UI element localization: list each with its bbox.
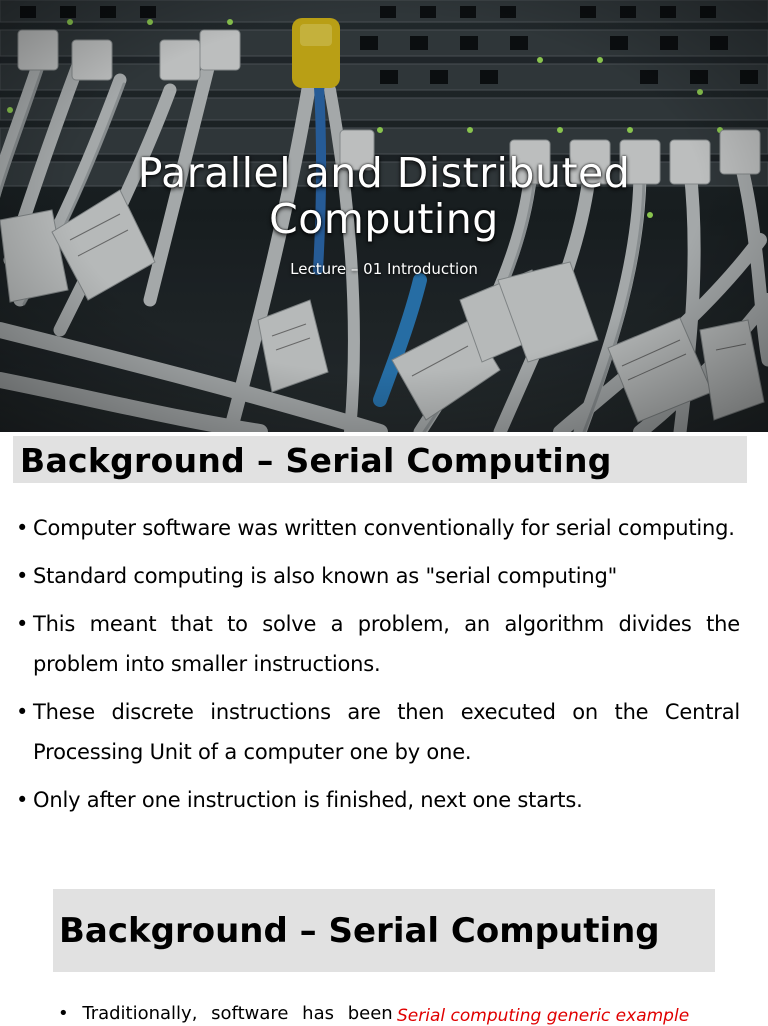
bullet-text: Computer software was written conventionally for serial computing. bbox=[33, 516, 735, 540]
slide-title-bar bbox=[53, 889, 715, 972]
serial-computing-slide-2 bbox=[0, 852, 768, 1024]
bullet-dot-icon: • bbox=[16, 788, 29, 812]
bullet-text: • Traditionally, software has been bbox=[58, 1003, 393, 1024]
serial-computing-slide bbox=[0, 432, 768, 852]
bullet-item bbox=[16, 692, 740, 772]
slide-title: Background – Serial Computing bbox=[20, 441, 612, 480]
bullet-dot-icon: • bbox=[16, 516, 29, 540]
bullet-text: Only after one instruction is finished, next one starts. bbox=[33, 788, 583, 812]
bullet-item bbox=[16, 780, 740, 820]
bullet-item bbox=[16, 556, 740, 596]
lecture-subtitle: Lecture – 01 Introduction bbox=[290, 260, 478, 278]
bullet-dot-icon: • bbox=[16, 612, 29, 636]
bullet-dot-icon: • bbox=[16, 700, 29, 724]
bullet-item bbox=[16, 604, 740, 684]
bullet-text: These discrete instructions are then executed on the Central Processing Unit of a computer one by one. bbox=[33, 700, 740, 764]
bullet-dot-icon: • bbox=[16, 564, 29, 588]
bullet-item bbox=[16, 508, 740, 548]
slide-title: Background – Serial Computing bbox=[59, 911, 660, 951]
slide-title-bar bbox=[13, 436, 747, 483]
title-line-1: Parallel and Distributed bbox=[137, 149, 631, 197]
bullet-list bbox=[16, 508, 740, 828]
bullet-text: Standard computing is also known as "serial computing" bbox=[33, 564, 618, 588]
bullet-text: This meant that to solve a problem, an algorithm divides the problem into smaller instructions. bbox=[33, 612, 740, 676]
example-caption: Serial computing generic example bbox=[397, 1006, 690, 1026]
title-line-2: Computing bbox=[269, 195, 499, 243]
title-slide bbox=[0, 0, 768, 432]
presentation-title bbox=[0, 150, 768, 242]
